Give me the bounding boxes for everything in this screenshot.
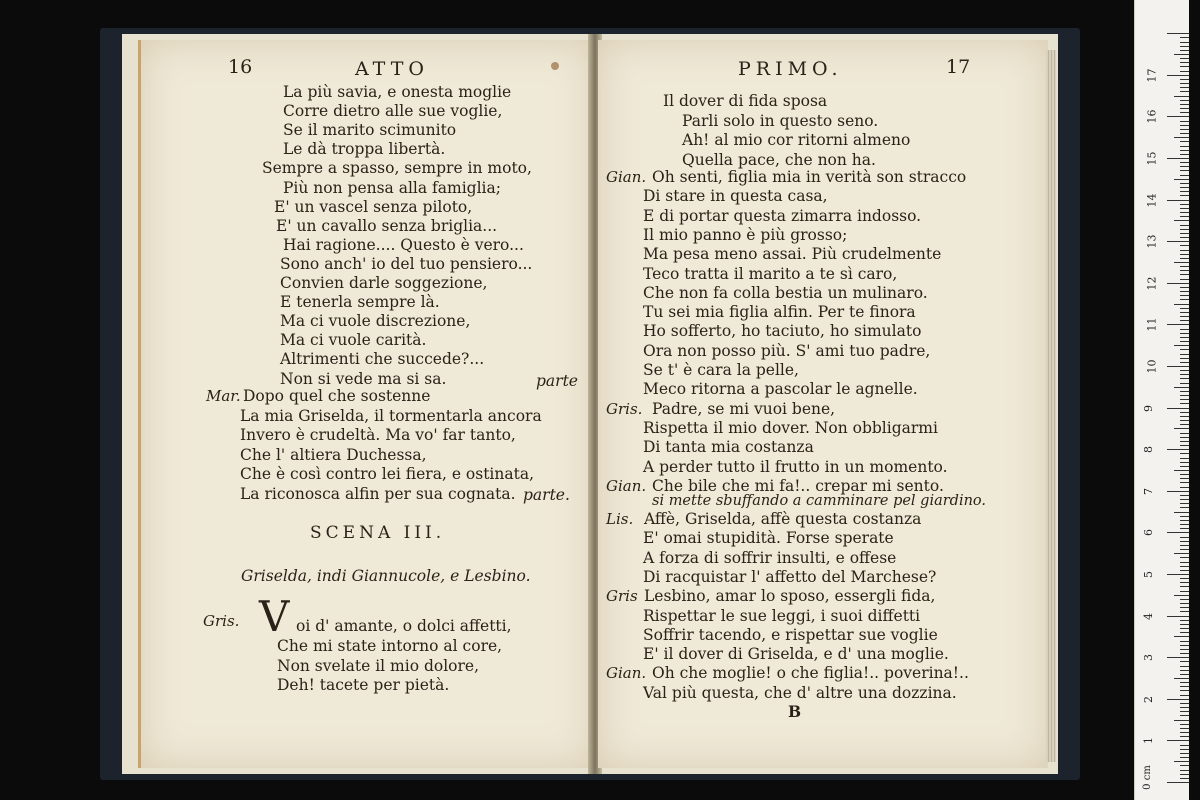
ruler-tick bbox=[1167, 158, 1189, 159]
ruler-tick bbox=[1180, 724, 1189, 725]
verse-line: Di racquistar l' affetto del Marchese? bbox=[643, 567, 937, 586]
speaker-label: Gian. bbox=[606, 476, 647, 495]
ruler-tick bbox=[1180, 125, 1189, 126]
ruler-number: 17 bbox=[1145, 68, 1159, 83]
ruler-number: 10 bbox=[1145, 359, 1159, 374]
ruler-tick bbox=[1180, 187, 1189, 188]
right-page-number: 17 bbox=[946, 56, 971, 78]
ruler-tick bbox=[1180, 150, 1189, 151]
ruler-tick bbox=[1180, 520, 1189, 521]
ruler-tick bbox=[1180, 591, 1189, 592]
speaker-label: Lis. bbox=[606, 510, 634, 528]
ruler-tick bbox=[1180, 524, 1189, 525]
ruler-tick bbox=[1180, 537, 1189, 538]
ruler-tick bbox=[1167, 366, 1189, 367]
ruler-tick bbox=[1180, 204, 1189, 205]
ruler-number: 9 bbox=[1142, 404, 1155, 412]
ruler-tick bbox=[1180, 695, 1189, 696]
ruler-tick bbox=[1180, 225, 1189, 226]
verse-line: Se t' è cara la pelle, bbox=[643, 361, 799, 379]
ruler-tick bbox=[1174, 137, 1189, 138]
ruler-tick bbox=[1180, 507, 1189, 508]
ruler-tick bbox=[1180, 320, 1189, 321]
ruler-tick bbox=[1180, 686, 1189, 687]
ruler-tick bbox=[1180, 245, 1189, 246]
ruler-tick bbox=[1180, 487, 1189, 488]
ruler-tick bbox=[1180, 453, 1189, 454]
ruler-number: 15 bbox=[1145, 151, 1159, 166]
ruler-tick bbox=[1180, 291, 1189, 292]
ruler-tick bbox=[1180, 62, 1189, 63]
ruler-tick bbox=[1174, 553, 1189, 554]
ruler-tick bbox=[1180, 586, 1189, 587]
ruler-tick bbox=[1180, 474, 1189, 475]
ruler-tick bbox=[1167, 782, 1189, 783]
signature-mark: B bbox=[788, 702, 802, 721]
verse-line: La mia Griselda, il tormentarla ancora bbox=[240, 406, 542, 425]
ruler-tick bbox=[1180, 254, 1189, 255]
speaker-label: Gris bbox=[606, 587, 638, 606]
verse-line: Oh senti, figlia mia in verità son stracco bbox=[652, 168, 967, 186]
ruler-number: 5 bbox=[1142, 571, 1155, 578]
ruler-tick bbox=[1180, 557, 1189, 558]
ruler-tick bbox=[1180, 250, 1189, 251]
ruler-tick bbox=[1180, 416, 1189, 417]
ruler-number: 14 bbox=[1145, 193, 1159, 208]
measurement-ruler bbox=[1134, 0, 1189, 800]
ruler-tick bbox=[1180, 391, 1189, 392]
speaker-label: Gian. bbox=[606, 168, 647, 186]
ruler-tick bbox=[1180, 757, 1189, 758]
verse-line: E' un cavallo senza briglia... bbox=[276, 216, 498, 235]
ruler-tick bbox=[1180, 462, 1189, 463]
ruler-tick bbox=[1167, 532, 1189, 533]
ruler-tick bbox=[1180, 79, 1189, 80]
ruler-tick bbox=[1174, 720, 1189, 721]
ruler-tick bbox=[1180, 736, 1189, 737]
ruler-tick bbox=[1180, 503, 1189, 504]
ruler-tick bbox=[1180, 316, 1189, 317]
ruler-tick bbox=[1180, 354, 1189, 355]
ruler-tick bbox=[1180, 545, 1189, 546]
ruler-tick bbox=[1180, 274, 1189, 275]
ruler-tick bbox=[1180, 670, 1189, 671]
ruler-tick bbox=[1167, 657, 1189, 658]
speaker-label: Gian. bbox=[606, 664, 647, 683]
ruler-tick bbox=[1180, 458, 1189, 459]
ruler-number: 6 bbox=[1142, 529, 1155, 537]
ruler-tick bbox=[1180, 778, 1189, 779]
ruler-tick bbox=[1180, 661, 1189, 662]
ruler-number: 7 bbox=[1142, 487, 1155, 495]
ruler-tick bbox=[1180, 42, 1189, 43]
verse-line: Affè, Griselda, affè questa costanza bbox=[644, 510, 922, 528]
ruler-tick bbox=[1180, 749, 1189, 750]
ruler-tick bbox=[1167, 574, 1189, 575]
ruler-tick bbox=[1180, 87, 1189, 88]
ruler-number: 11 bbox=[1145, 317, 1159, 332]
speaker-label: Gris. bbox=[606, 399, 643, 418]
verse-line: E' omai stupidità. Forse sperate bbox=[643, 529, 894, 548]
ruler-tick bbox=[1167, 33, 1189, 34]
verse-line: Quella pace, che non ha. bbox=[682, 150, 876, 169]
verse-line: Che l' altiera Duchessa, bbox=[240, 445, 427, 464]
verse-line: Più non pensa alla famiglia; bbox=[283, 178, 501, 197]
verse-line: Ma ci vuole carità. bbox=[280, 331, 427, 350]
ruler-tick bbox=[1180, 395, 1189, 396]
ruler-number: 3 bbox=[1142, 654, 1155, 662]
ruler-tick bbox=[1180, 703, 1189, 704]
page-edges bbox=[1046, 50, 1056, 762]
ruler-tick bbox=[1180, 624, 1189, 625]
verse-line: Di stare in questa casa, bbox=[643, 187, 828, 206]
verse-line: Dopo quel che sostenne bbox=[243, 387, 431, 405]
ruler-tick bbox=[1180, 482, 1189, 483]
ruler-tick bbox=[1174, 179, 1189, 180]
ruler-tick bbox=[1180, 295, 1189, 296]
ruler-tick bbox=[1174, 512, 1189, 513]
ruler-tick bbox=[1180, 333, 1189, 334]
verse-line: A perder tutto il frutto in un momento. bbox=[643, 457, 948, 476]
ruler-tick bbox=[1174, 761, 1189, 762]
ruler-tick bbox=[1180, 541, 1189, 542]
ruler-tick bbox=[1180, 108, 1189, 109]
ruler-tick bbox=[1180, 399, 1189, 400]
ruler-number: 16 bbox=[1145, 109, 1159, 124]
ruler-tick bbox=[1174, 595, 1189, 596]
ruler-tick bbox=[1180, 91, 1189, 92]
ruler-tick bbox=[1180, 611, 1189, 612]
ruler-tick bbox=[1180, 549, 1189, 550]
ruler-tick bbox=[1180, 445, 1189, 446]
ruler-tick bbox=[1180, 349, 1189, 350]
ruler-tick bbox=[1180, 645, 1189, 646]
ruler-tick bbox=[1180, 403, 1189, 404]
scene-title: SCENA III. bbox=[310, 523, 446, 543]
verse-line: Soffrir tacendo, e rispettar sue voglie bbox=[643, 625, 938, 644]
ruler-tick bbox=[1180, 121, 1189, 122]
ruler-tick bbox=[1180, 715, 1189, 716]
ruler-tick bbox=[1180, 690, 1189, 691]
ruler-tick bbox=[1180, 653, 1189, 654]
ruler-number: 13 bbox=[1145, 234, 1159, 249]
verse-line: Non si vede ma si sa. bbox=[280, 369, 447, 388]
ruler-tick bbox=[1180, 516, 1189, 517]
verse-line: Teco tratta il marito a te sì caro, bbox=[643, 264, 898, 283]
ruler-tick bbox=[1180, 770, 1189, 771]
verse-line: Meco ritorna a pascolar le agnelle. bbox=[643, 380, 918, 399]
ruler-tick bbox=[1180, 745, 1189, 746]
ruler-tick bbox=[1180, 208, 1189, 209]
ruler-tick bbox=[1180, 183, 1189, 184]
ruler-tick bbox=[1180, 162, 1189, 163]
ruler-tick bbox=[1180, 237, 1189, 238]
ruler-tick bbox=[1180, 100, 1189, 101]
ruler-tick bbox=[1180, 104, 1189, 105]
ruler-tick bbox=[1180, 216, 1189, 217]
ruler-tick bbox=[1180, 378, 1189, 379]
ruler-tick bbox=[1180, 279, 1189, 280]
verse-line: Ma ci vuole discrezione, bbox=[280, 312, 471, 331]
ruler-tick bbox=[1180, 578, 1189, 579]
ruler-number: 12 bbox=[1145, 276, 1159, 291]
verse-line: Parli solo in questo seno. bbox=[682, 111, 879, 130]
verse-line: E di portar questa zimarra indosso. bbox=[643, 206, 922, 225]
verse-line: Che mi state intorno al core, bbox=[277, 636, 503, 655]
verse-line: E' un vascel senza piloto, bbox=[274, 197, 473, 216]
ruler-tick bbox=[1180, 374, 1189, 375]
verse-line: Ma pesa meno assai. Più crudelmente bbox=[643, 245, 942, 264]
ruler-tick bbox=[1180, 358, 1189, 359]
ruler-tick bbox=[1180, 599, 1189, 600]
ruler-tick bbox=[1180, 570, 1189, 571]
verse-line: oi d' amante, o dolci affetti, bbox=[296, 617, 512, 635]
ruler-tick bbox=[1180, 362, 1189, 363]
ruler-tick bbox=[1180, 308, 1189, 309]
ruler-tick bbox=[1180, 312, 1189, 313]
ruler-tick bbox=[1180, 229, 1189, 230]
ruler-tick bbox=[1180, 412, 1189, 413]
verse-line: Val più questa, che d' altre una dozzina. bbox=[643, 683, 957, 702]
ruler-tick bbox=[1180, 641, 1189, 642]
ruler-tick bbox=[1180, 666, 1189, 667]
ruler-tick bbox=[1180, 649, 1189, 650]
verse-line: Ah! al mio cor ritorni almeno bbox=[682, 131, 911, 149]
ruler-tick bbox=[1180, 674, 1189, 675]
ruler-tick bbox=[1167, 283, 1189, 284]
left-page-header: ATTO bbox=[355, 58, 429, 80]
left-page-number: 16 bbox=[228, 56, 253, 78]
ruler-tick bbox=[1180, 258, 1189, 259]
ruler-tick bbox=[1180, 420, 1189, 421]
verse-line: Il mio panno è più grosso; bbox=[643, 225, 848, 244]
ruler-tick bbox=[1180, 66, 1189, 67]
ruler-tick bbox=[1174, 387, 1189, 388]
ruler-tick bbox=[1180, 566, 1189, 567]
ruler-tick bbox=[1180, 329, 1189, 330]
speaker-mar: Mar. bbox=[206, 387, 241, 405]
verse-line: Ho sofferto, ho taciuto, ho simulato bbox=[643, 322, 922, 341]
ruler-tick bbox=[1174, 678, 1189, 679]
ruler-unit-label: 0 cm bbox=[1141, 765, 1153, 790]
ruler-tick bbox=[1174, 262, 1189, 263]
stage-direction-giardino: si mette sbuffando a camminare pel giardino. bbox=[652, 493, 987, 509]
verse-line: Ora non posso più. S' ami tuo padre, bbox=[643, 341, 931, 360]
ruler-tick bbox=[1174, 96, 1189, 97]
ruler-number: 2 bbox=[1142, 695, 1155, 703]
ruler-tick bbox=[1180, 141, 1189, 142]
ruler-tick bbox=[1174, 54, 1189, 55]
ruler-tick bbox=[1180, 341, 1189, 342]
ruler-tick bbox=[1174, 428, 1189, 429]
ruler-tick bbox=[1167, 116, 1189, 117]
ruler-tick bbox=[1180, 499, 1189, 500]
ruler-number: 4 bbox=[1142, 612, 1155, 620]
ruler-tick bbox=[1180, 233, 1189, 234]
verse-line: Oh che moglie! o che figlia!.. poverina!.. bbox=[652, 664, 969, 683]
ruler-tick bbox=[1180, 112, 1189, 113]
stage-direction-parte-2: parte. bbox=[523, 486, 570, 504]
verse-line: Convien darle soggezione, bbox=[280, 274, 488, 292]
ruler-tick bbox=[1167, 75, 1189, 76]
ruler-tick bbox=[1180, 166, 1189, 167]
verse-line: Lesbino, amar lo sposo, essergli fida, bbox=[644, 587, 936, 606]
verse-line: A forza di soffrir insulti, e offese bbox=[643, 548, 897, 567]
ruler-tick bbox=[1180, 175, 1189, 176]
ruler-tick bbox=[1180, 707, 1189, 708]
drop-capital: V bbox=[259, 592, 290, 641]
verse-line: E tenerla sempre là. bbox=[280, 293, 440, 312]
ruler-tick bbox=[1180, 270, 1189, 271]
ruler-tick bbox=[1180, 195, 1189, 196]
verse-line: Invero è crudeltà. Ma vo' far tanto, bbox=[240, 426, 516, 444]
ruler-tick bbox=[1174, 304, 1189, 305]
verse-line: Sempre a spasso, sempre in moto, bbox=[262, 159, 532, 178]
verse-line: La riconosca alfin per sua cognata. bbox=[240, 484, 516, 503]
verse-line: Hai ragione.... Questo è vero... bbox=[283, 235, 524, 254]
ruler-tick bbox=[1180, 83, 1189, 84]
ruler-tick bbox=[1180, 495, 1189, 496]
verse-line: Tu sei mia figlia alfin. Per te finora bbox=[643, 303, 916, 322]
right-page-header: PRIMO. bbox=[738, 58, 843, 80]
ruler-tick bbox=[1180, 562, 1189, 563]
verse-line: Rispetta il mio dover. Non obbligarmi bbox=[643, 418, 938, 437]
verse-line: Altrimenti che succede?... bbox=[280, 350, 485, 369]
verse-line: Non svelate il mio dolore, bbox=[277, 656, 480, 675]
ruler-tick bbox=[1180, 728, 1189, 729]
ruler-tick bbox=[1180, 133, 1189, 134]
ruler-tick bbox=[1167, 740, 1189, 741]
ruler-tick bbox=[1180, 765, 1189, 766]
verse-line: Sono anch' io del tuo pensiero... bbox=[280, 254, 533, 273]
ruler-tick bbox=[1180, 628, 1189, 629]
ruler-tick bbox=[1180, 478, 1189, 479]
ruler-tick bbox=[1180, 433, 1189, 434]
ruler-tick bbox=[1174, 636, 1189, 637]
ruler-tick bbox=[1180, 71, 1189, 72]
verse-line: E' il dover di Griselda, e d' una moglie. bbox=[643, 645, 949, 664]
verse-line: Che non fa colla bestia un mulinaro. bbox=[643, 283, 928, 302]
ruler-tick bbox=[1180, 266, 1189, 267]
verse-line: La più savia, e onesta moglie bbox=[283, 83, 512, 101]
ruler-tick bbox=[1180, 337, 1189, 338]
ruler-tick bbox=[1180, 370, 1189, 371]
ruler-tick bbox=[1167, 491, 1189, 492]
ruler-tick bbox=[1167, 324, 1189, 325]
ruler-tick bbox=[1180, 632, 1189, 633]
scene-characters: Griselda, indi Giannucole, e Lesbino. bbox=[241, 567, 531, 585]
ruler-tick bbox=[1167, 408, 1189, 409]
ruler-tick bbox=[1180, 212, 1189, 213]
verse-line: Le dà troppa libertà. bbox=[283, 140, 446, 159]
speaker-gris: Gris. bbox=[203, 612, 240, 630]
ruler-tick bbox=[1174, 470, 1189, 471]
ruler-tick bbox=[1180, 437, 1189, 438]
ruler-tick bbox=[1180, 774, 1189, 775]
ruler-tick bbox=[1180, 732, 1189, 733]
ink-stain bbox=[551, 62, 559, 70]
ruler-tick bbox=[1167, 241, 1189, 242]
ruler-tick bbox=[1180, 191, 1189, 192]
ruler-tick bbox=[1180, 146, 1189, 147]
verse-line: Corre dietro alle sue voglie, bbox=[283, 102, 503, 121]
ruler-tick bbox=[1180, 37, 1189, 38]
ruler-tick bbox=[1180, 682, 1189, 683]
ruler-tick bbox=[1180, 441, 1189, 442]
ruler-tick bbox=[1180, 170, 1189, 171]
ruler-tick bbox=[1180, 582, 1189, 583]
ruler-number: 8 bbox=[1142, 446, 1155, 454]
ruler-tick bbox=[1180, 466, 1189, 467]
ruler-tick bbox=[1180, 299, 1189, 300]
verse-line: Se il marito scimunito bbox=[283, 121, 457, 140]
verse-line: Di tanta mia costanza bbox=[643, 438, 814, 457]
ruler-tick bbox=[1180, 129, 1189, 130]
verse-line: Rispettar le sue leggi, i suoi diffetti bbox=[643, 606, 921, 625]
ruler-tick bbox=[1180, 154, 1189, 155]
ruler-tick bbox=[1180, 607, 1189, 608]
ruler-tick bbox=[1167, 699, 1189, 700]
ruler-tick bbox=[1167, 449, 1189, 450]
ruler-tick bbox=[1180, 50, 1189, 51]
ruler-tick bbox=[1167, 200, 1189, 201]
verse-line: Che è così contro lei fiera, e ostinata, bbox=[240, 465, 535, 483]
ruler-tick bbox=[1180, 711, 1189, 712]
verse-line: Il dover di fida sposa bbox=[663, 92, 828, 110]
ruler-tick bbox=[1174, 220, 1189, 221]
verse-line: Padre, se mi vuoi bene, bbox=[652, 399, 836, 418]
ruler-tick bbox=[1180, 287, 1189, 288]
ruler-tick bbox=[1180, 383, 1189, 384]
verse-line: Che bile che mi fa!.. crepar mi sento. bbox=[652, 476, 944, 495]
ruler-tick bbox=[1180, 620, 1189, 621]
ruler-tick bbox=[1167, 616, 1189, 617]
ruler-tick bbox=[1180, 603, 1189, 604]
stage-direction-parte: parte bbox=[536, 372, 578, 390]
ruler-tick bbox=[1180, 46, 1189, 47]
ruler-tick bbox=[1180, 753, 1189, 754]
ruler-tick bbox=[1180, 528, 1189, 529]
ruler-tick bbox=[1174, 345, 1189, 346]
verse-line: Deh! tacete per pietà. bbox=[277, 676, 450, 695]
ruler-tick bbox=[1180, 58, 1189, 59]
ruler-number: 1 bbox=[1142, 737, 1155, 745]
ruler-tick bbox=[1180, 424, 1189, 425]
